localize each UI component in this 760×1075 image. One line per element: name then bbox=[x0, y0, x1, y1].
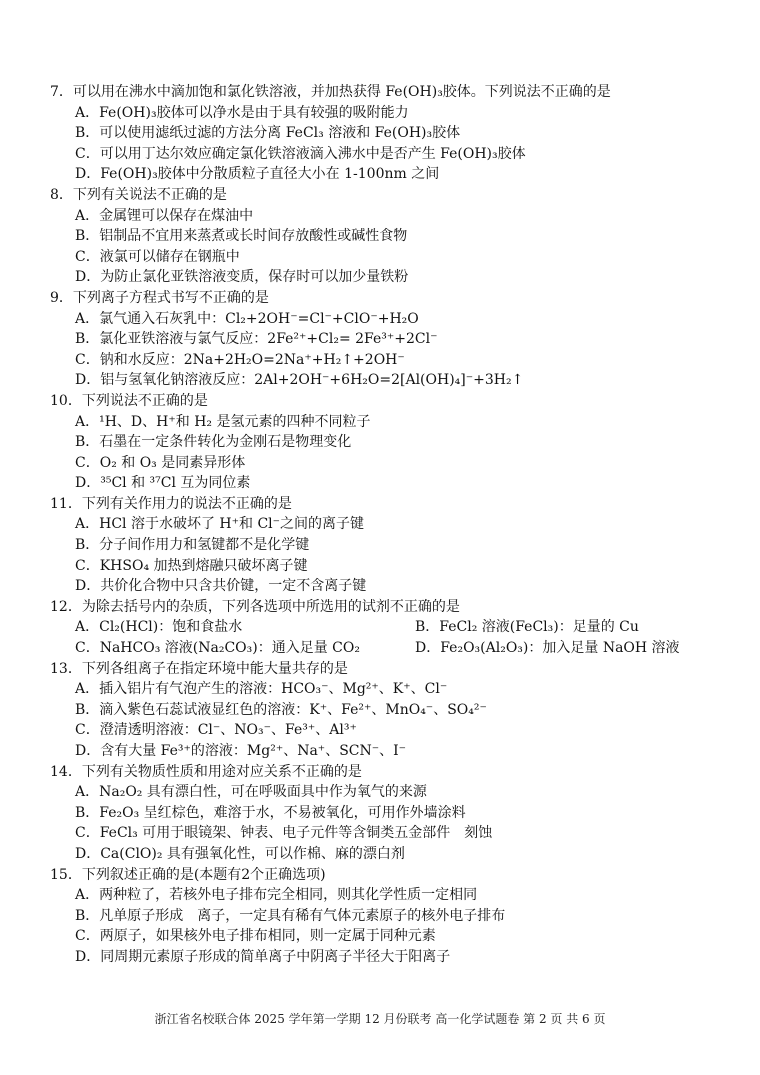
page-footer: 浙江省名校联合体 2025 学年第一学期 12 月份联考 高一化学试题卷 第 2 页 共 6 页 bbox=[154, 1012, 606, 1026]
option-d: D．Ca(ClO)₂ 具有强氧化性，可以作棉、麻的漂白剂 bbox=[75, 845, 405, 862]
option-a: A．Fe(OH)₃胶体可以净水是由于具有较强的吸附能力 bbox=[75, 104, 409, 121]
option-d: D．共价化合物中只含共价键，一定不含离子键 bbox=[75, 578, 367, 595]
question-15 bbox=[50, 865, 730, 968]
option-a: A．两种粒了，若核外电子排布完全相同，则其化学性质一定相同 bbox=[75, 887, 478, 904]
question-12 bbox=[50, 597, 730, 659]
option-a: A．氯气通入石灰乳中：Cl₂+2OH⁻=Cl⁻+ClO⁻+H₂O bbox=[75, 310, 419, 327]
option-c: C．FeCl₃ 可用于眼镜架、钟表、电子元件等含铜类五金部件 刻蚀 bbox=[75, 825, 493, 842]
option-d: D．³⁵Cl 和 ³⁷Cl 互为同位素 bbox=[75, 475, 251, 492]
question-9 bbox=[50, 288, 730, 391]
option-d: D．Fe₂O₃(Al₂O₃)：加入足量 NaOH 溶液 bbox=[415, 640, 680, 657]
option-c: C．液氯可以储存在钢瓶中 bbox=[75, 248, 240, 265]
question-13 bbox=[50, 659, 730, 762]
option-c: C．O₂ 和 O₃ 是同素异形体 bbox=[75, 454, 246, 471]
question-stem: 13．下列各组离子在指定环境中能大量共存的是 bbox=[50, 660, 348, 677]
question-14 bbox=[50, 762, 730, 865]
option-a: A．Cl₂(HCl)：饱和食盐水 bbox=[75, 619, 243, 636]
question-stem: 12．为除去括号内的杂质，下列各选项中所选用的试剂不正确的是 bbox=[50, 598, 460, 615]
question-10 bbox=[50, 391, 730, 494]
question-7 bbox=[50, 82, 730, 185]
option-b: B．石墨在一定条件转化为金刚石是物理变化 bbox=[75, 434, 352, 451]
question-stem: 15．下列叙述正确的是(本题有2个正确选项) bbox=[50, 866, 326, 883]
option-b: B．Fe₂O₃ 呈红棕色，难溶于水，不易被氧化，可用作外墙涂料 bbox=[75, 804, 466, 821]
option-d: D．铝与氢氧化钠溶液反应：2Al+2OH⁻+6H₂O=2[Al(OH)₄]⁻+3H₂↑ bbox=[75, 372, 524, 389]
option-a: A．HCl 溶于水破坏了 H⁺和 Cl⁻之间的离子键 bbox=[75, 516, 365, 533]
option-d: D．为防止氯化亚铁溶液变质，保存时可以加少量铁粉 bbox=[75, 269, 409, 286]
question-stem: 10．下列说法不正确的是 bbox=[50, 392, 208, 409]
option-a: A．¹H、D、H⁺和 H₂ 是氢元素的四种不同粒子 bbox=[75, 413, 371, 430]
option-b: B．可以使用滤纸过滤的方法分离 FeCl₃ 溶液和 Fe(OH)₃胶体 bbox=[75, 125, 461, 142]
question-8 bbox=[50, 185, 730, 288]
option-b: B．FeCl₂ 溶液(FeCl₃)：足量的 Cu bbox=[415, 619, 639, 636]
option-b: B．凡单原子形成 离子，一定具有稀有气体元素原子的核外电子排布 bbox=[75, 907, 506, 924]
option-c: C．两原子，如果核外电子排布相同，则一定属于同种元素 bbox=[75, 928, 436, 945]
option-d: D．含有大量 Fe³⁺的溶液：Mg²⁺、Na⁺、SCN⁻、I⁻ bbox=[75, 743, 407, 759]
option-b: B．铝制品不宜用来蒸煮或长时间存放酸性或碱性食物 bbox=[75, 228, 408, 245]
question-stem: 11．下列有关作用力的说法不正确的是 bbox=[50, 495, 292, 512]
question-stem: 8．下列有关说法不正确的是 bbox=[50, 186, 227, 203]
option-row bbox=[50, 638, 730, 659]
option-c: C．澄清透明溶液：Cl⁻、NO₃⁻、Fe³⁺、Al³⁺ bbox=[75, 722, 357, 739]
question-stem: 7．可以用在沸水中滴加饱和氯化铁溶液，并加热获得 Fe(OH)₃胶体。下列说法不正确的是 bbox=[50, 84, 611, 100]
option-row bbox=[50, 617, 730, 638]
option-b: B．氯化亚铁溶液与氯气反应：2Fe²⁺+Cl₂= 2Fe³⁺+2Cl⁻ bbox=[75, 331, 438, 348]
option-c: C．可以用丁达尔效应确定氯化铁溶液滴入沸水中是否产生 Fe(OH)₃胶体 bbox=[75, 145, 526, 162]
option-c: C．钠和水反应：2Na+2H₂O=2Na⁺+H₂↑+2OH⁻ bbox=[75, 351, 405, 368]
question-stem: 14．下列有关物质性质和用途对应关系不正确的是 bbox=[50, 763, 362, 780]
option-a: A．金属锂可以保存在煤油中 bbox=[75, 207, 254, 224]
question-list bbox=[50, 82, 730, 968]
option-a: A．Na₂O₂ 具有漂白性，可在呼吸面具中作为氧气的来源 bbox=[75, 784, 427, 801]
option-c: C．KHSO₄ 加热到熔融只破坏离子键 bbox=[75, 557, 308, 574]
option-c: C．NaHCO₃ 溶液(Na₂CO₃)：通入足量 CO₂ bbox=[75, 640, 360, 657]
option-b: B．分子间作用力和氢键都不是化学键 bbox=[75, 537, 310, 554]
question-stem: 9．下列离子方程式书写不正确的是 bbox=[50, 289, 269, 306]
option-d: D．Fe(OH)₃胶体中分散质粒子直径大小在 1-100nm 之间 bbox=[75, 166, 440, 183]
question-11 bbox=[50, 494, 730, 597]
option-d: D．同周期元素原子形成的简单离子中阴离子半径大于阳离子 bbox=[75, 948, 451, 965]
option-b: B．滴入紫色石蕊试液显红色的溶液：K⁺、Fe²⁺、MnO₄⁻、SO₄²⁻ bbox=[75, 701, 487, 718]
option-a: A．插入铝片有气泡产生的溶液：HCO₃⁻、Mg²⁺、K⁺、Cl⁻ bbox=[75, 681, 448, 698]
